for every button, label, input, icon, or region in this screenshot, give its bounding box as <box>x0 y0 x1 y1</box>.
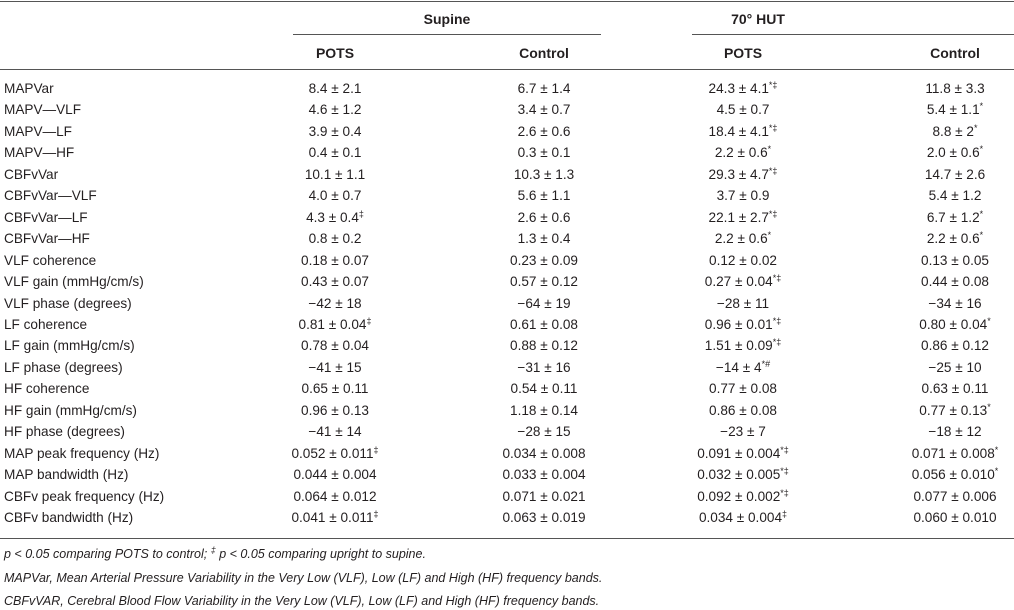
footnote-cbfvvar: CBFvVAR, Cerebral Blood Flow Variability in the Very Low (VLF), Low (LF) and High (HF) frequency bands. <box>4 594 600 608</box>
row-label: MAPV—VLF <box>4 102 82 118</box>
cell-significance-mark: *‡ <box>780 487 789 498</box>
table-row <box>0 422 1014 443</box>
cell-value: 0.032 ± 0.005 <box>697 467 781 483</box>
table-cell <box>293 467 376 482</box>
table-cell <box>301 403 369 418</box>
cell-value: −28 ± 15 <box>517 424 571 440</box>
cell-value: 0.4 ± 0.1 <box>308 145 362 161</box>
table-cell <box>301 253 369 268</box>
table-cell <box>709 403 777 418</box>
cell-value: 0.092 ± 0.002 <box>697 488 781 504</box>
cell-significance-mark: * <box>979 144 984 155</box>
table-cell <box>928 296 981 311</box>
cell-significance-mark: *‡ <box>768 122 778 133</box>
table-cell <box>308 360 361 375</box>
cell-value: 0.041 ± 0.011 <box>291 510 374 525</box>
table-cell <box>927 231 983 246</box>
row-label: MAPVar <box>4 81 54 96</box>
cell-value: 5.4 ± 1.1 <box>926 102 980 118</box>
row-label: MAP bandwidth (Hz) <box>4 467 129 483</box>
cell-significance-mark: *‡ <box>768 80 778 90</box>
cell-value: 0.8 ± 0.2 <box>308 231 362 247</box>
table-cell <box>309 81 362 96</box>
cell-value: 0.13 ± 0.05 <box>921 252 989 268</box>
row-label: CBFvVar—HF <box>4 231 90 247</box>
cell-value: 4.0 ± 0.7 <box>308 188 362 204</box>
cell-value: 0.071 ± 0.021 <box>502 488 586 504</box>
cell-value: 0.63 ± 0.11 <box>921 381 989 397</box>
cell-value: 5.4 ± 1.2 <box>928 188 982 204</box>
table-cell <box>510 403 578 418</box>
table-cell <box>299 317 372 332</box>
footnote-mapvar: MAPVar, Mean Arterial Pressure Variability in the Very Low (VLF), Low (LF) and High (HF) frequency bands. <box>4 571 603 585</box>
table-cell <box>517 424 570 439</box>
table-row <box>0 401 1014 422</box>
group-header-hut: 70° HUT <box>731 11 785 27</box>
table-cell <box>306 210 364 225</box>
table-cell <box>716 360 770 375</box>
cell-value: −42 ± 18 <box>308 295 362 311</box>
cell-value: −41 ± 14 <box>308 424 362 440</box>
cell-value: −28 ± 11 <box>716 295 770 311</box>
table-cell <box>301 338 369 353</box>
cell-significance-mark: *‡ <box>768 165 778 176</box>
cell-value: −34 ± 16 <box>928 295 982 311</box>
footnote-significance-part1: p < 0.05 comparing POTS to control; <box>4 547 211 561</box>
table-cell <box>518 124 571 139</box>
table-cell <box>502 446 585 461</box>
cell-significance-mark: * <box>987 401 991 412</box>
table-cell <box>518 210 571 225</box>
table-cell <box>308 296 361 311</box>
cell-value: 0.96 ± 0.01 <box>704 316 773 332</box>
cell-value: 0.44 ± 0.08 <box>921 274 989 290</box>
table-row <box>0 186 1014 207</box>
table-cell <box>709 381 777 396</box>
cell-value: 0.54 ± 0.11 <box>510 381 578 397</box>
cell-value: −41 ± 15 <box>308 359 362 375</box>
table-cell <box>697 446 789 461</box>
cell-value: 10.3 ± 1.3 <box>513 166 575 182</box>
cell-significance-mark: * <box>973 122 978 133</box>
group-header-supine: Supine <box>423 11 471 27</box>
cell-value: 2.2 ± 0.6 <box>714 145 768 161</box>
row-label: MAP peak frequency (Hz) <box>4 445 160 461</box>
cell-value: 10.1 ± 1.1 <box>304 166 366 182</box>
cell-value: 11.8 ± 3.3 <box>925 81 985 96</box>
cell-value: 3.4 ± 0.7 <box>517 102 571 118</box>
subheader-hut-pots: POTS <box>723 45 763 61</box>
table-cell <box>912 446 999 461</box>
cell-value: 0.077 ± 0.006 <box>913 488 997 504</box>
cell-value: −23 ± 7 <box>720 424 766 440</box>
row-label: VLF phase (degrees) <box>4 295 132 311</box>
cell-value: 29.3 ± 4.7 <box>708 166 769 182</box>
table-cell <box>697 467 789 482</box>
table-cell <box>927 210 983 225</box>
cell-value: −18 ± 12 <box>928 424 982 440</box>
table-row <box>0 272 1014 293</box>
table-cell <box>919 403 990 418</box>
cell-value: 2.6 ± 0.6 <box>517 123 571 139</box>
cell-value: 0.77 ± 0.13 <box>919 402 988 418</box>
table-cell <box>514 167 574 182</box>
cell-significance-mark: *‡ <box>772 337 782 348</box>
cell-significance-mark: *‡ <box>772 273 782 284</box>
table-cell <box>925 81 984 96</box>
table-cell <box>715 231 771 246</box>
cell-value: 18.4 ± 4.1 <box>708 123 769 139</box>
table-cell <box>709 124 778 139</box>
cell-value: 0.65 ± 0.11 <box>301 381 369 397</box>
table-cell <box>518 81 571 96</box>
cell-value: 6.7 ± 1.2 <box>926 209 980 225</box>
cell-value: 2.2 ± 0.6 <box>714 231 768 247</box>
table-cell <box>717 102 770 117</box>
cell-value: 3.9 ± 0.4 <box>308 123 362 139</box>
table-cell <box>912 467 999 482</box>
table-cell <box>913 510 996 525</box>
cell-value: 0.063 ± 0.019 <box>502 510 586 525</box>
cell-value: 0.033 ± 0.004 <box>502 467 586 483</box>
cell-significance-mark: * <box>994 466 999 477</box>
subheader-supine-pots: POTS <box>315 45 355 61</box>
table-cell <box>511 381 578 396</box>
table-row <box>0 143 1014 164</box>
row-label: VLF coherence <box>4 252 97 268</box>
table-cell <box>291 510 378 525</box>
row-label: MAPV—HF <box>4 145 75 161</box>
cell-value: 0.12 ± 0.02 <box>709 252 777 268</box>
table-cell <box>518 102 571 117</box>
cell-significance-mark: * <box>979 230 984 241</box>
row-label: CBFvVar <box>4 166 59 182</box>
table-cell <box>502 489 585 504</box>
cell-value: 0.064 ± 0.012 <box>293 488 377 504</box>
cell-value: 0.78 ± 0.04 <box>301 338 369 354</box>
cell-value: 0.044 ± 0.004 <box>293 467 377 483</box>
cell-significance-mark: * <box>987 315 991 326</box>
table-cell <box>919 317 990 332</box>
table-row <box>0 122 1014 143</box>
table-cell <box>309 102 362 117</box>
cell-value: 4.5 ± 0.7 <box>716 102 770 118</box>
table-cell <box>291 446 378 461</box>
table-cell <box>302 381 369 396</box>
row-label: HF coherence <box>4 381 90 397</box>
supine-group-rule <box>293 34 601 35</box>
footnote-significance <box>4 547 426 561</box>
table-cell <box>517 296 570 311</box>
table-row <box>0 294 1014 315</box>
cell-value: 2.6 ± 0.6 <box>517 209 571 225</box>
table-row <box>0 251 1014 272</box>
cell-value: 0.18 ± 0.07 <box>301 252 369 268</box>
cell-significance-mark: *‡ <box>780 466 789 477</box>
table-cell <box>933 124 978 139</box>
table-cell <box>709 81 778 96</box>
cell-value: 0.23 ± 0.09 <box>510 252 578 268</box>
table-row <box>0 444 1014 465</box>
table-row <box>0 487 1014 508</box>
subheader-supine-control: Control <box>519 45 569 61</box>
cell-value: 0.034 ± 0.008 <box>502 445 586 461</box>
cell-value: 0.57 ± 0.12 <box>510 274 578 290</box>
table-cell <box>717 188 770 203</box>
row-label: CBFvVar—VLF <box>4 188 97 204</box>
cell-value: 0.071 ± 0.008 <box>911 445 995 461</box>
cell-value: 2.0 ± 0.6 <box>926 145 980 161</box>
table-row <box>0 465 1014 486</box>
table-row <box>0 100 1014 121</box>
cell-significance-mark: * <box>994 444 999 455</box>
table-cell <box>518 231 571 246</box>
table-cell <box>705 274 781 289</box>
cell-value: 4.3 ± 0.4 <box>306 209 359 225</box>
table-cell <box>518 145 571 160</box>
table-row <box>0 165 1014 186</box>
cell-value: 4.6 ± 1.2 <box>308 102 362 118</box>
table-cell <box>309 145 362 160</box>
hut-group-rule <box>692 34 1014 35</box>
table-cell <box>510 338 578 353</box>
cell-significance-mark: *‡ <box>768 208 778 219</box>
cell-significance-mark: *‡ <box>780 444 789 455</box>
table-cell <box>928 360 981 375</box>
table-cell <box>293 489 376 504</box>
table-cell <box>705 338 781 353</box>
cell-value: −25 ± 10 <box>928 359 982 375</box>
table-cell <box>309 231 362 246</box>
cell-significance-mark: ‡ <box>366 315 372 326</box>
table-cell <box>709 167 778 182</box>
cell-value: 2.2 ± 0.6 <box>926 231 980 247</box>
table-cell <box>922 381 989 396</box>
table-cell <box>709 253 777 268</box>
table-row <box>0 379 1014 400</box>
footnote-significance-part2: p < 0.05 comparing upright to supine. <box>215 547 426 561</box>
cell-value: 0.61 ± 0.08 <box>510 316 578 332</box>
cell-value: 0.43 ± 0.07 <box>301 274 369 290</box>
row-label: LF gain (mmHg/cm/s) <box>4 338 135 354</box>
row-label: CBFvVar—LF <box>4 209 88 225</box>
table-cell <box>927 102 983 117</box>
table-cell <box>717 296 769 311</box>
table-row <box>0 208 1014 229</box>
cell-value: −64 ± 19 <box>517 295 571 311</box>
cell-value: 0.86 ± 0.12 <box>921 338 989 354</box>
table-cell <box>518 188 571 203</box>
row-label: LF phase (degrees) <box>4 359 123 375</box>
cell-value: 0.77 ± 0.08 <box>709 381 777 397</box>
row-label: CBFv peak frequency (Hz) <box>4 488 165 504</box>
cell-value: 0.88 ± 0.12 <box>510 338 578 354</box>
table-row <box>0 358 1014 379</box>
cell-significance-mark: *‡ <box>772 315 782 326</box>
cell-value: 0.86 ± 0.08 <box>709 402 777 418</box>
table-row <box>0 336 1014 357</box>
cell-value: 5.6 ± 1.1 <box>517 188 571 204</box>
row-label: VLF gain (mmHg/cm/s) <box>4 274 144 290</box>
table-cell <box>927 145 983 160</box>
cell-significance-mark: ‡ <box>358 208 364 219</box>
row-label: HF phase (degrees) <box>4 424 125 440</box>
cell-value: 1.18 ± 0.14 <box>510 402 578 418</box>
cell-value: 0.056 ± 0.010 <box>911 467 995 483</box>
table-cell <box>709 210 778 225</box>
cell-value: 0.80 ± 0.04 <box>919 316 988 332</box>
cell-value: 0.96 ± 0.13 <box>301 402 369 418</box>
subheader-hut-control: Control <box>930 45 980 61</box>
cell-significance-mark: ‡ <box>373 509 379 519</box>
cell-value: 0.27 ± 0.04 <box>704 274 773 290</box>
table-cell <box>305 167 365 182</box>
cell-value: 0.060 ± 0.010 <box>913 510 997 525</box>
cell-value: 0.3 ± 0.1 <box>517 145 571 161</box>
cell-value: −14 ± 4 <box>715 359 762 375</box>
row-label: CBFv bandwidth (Hz) <box>4 510 134 525</box>
table-cell <box>301 274 369 289</box>
cell-value: 3.7 ± 0.9 <box>716 188 770 204</box>
cell-value: 1.3 ± 0.4 <box>517 231 571 247</box>
cell-significance-mark: *# <box>761 358 771 369</box>
cell-value: 0.052 ± 0.011 <box>291 445 374 461</box>
cell-value: 8.8 ± 2 <box>932 123 974 139</box>
table-cell <box>510 274 578 289</box>
table-cell <box>913 489 996 504</box>
table-row <box>0 79 1014 100</box>
table-cell <box>715 145 771 160</box>
table-cell <box>921 274 989 289</box>
cell-value: 8.4 ± 2.1 <box>308 81 362 96</box>
table-cell <box>705 317 781 332</box>
table-cell <box>720 424 766 439</box>
table-cell <box>921 338 989 353</box>
table-cell <box>928 424 981 439</box>
cell-significance-mark: * <box>767 144 772 155</box>
table-cell <box>699 510 787 525</box>
cell-significance-mark: ‡ <box>373 444 379 455</box>
cell-value: −31 ± 16 <box>517 359 571 375</box>
top-rule <box>0 1 1014 2</box>
table-cell <box>502 467 585 482</box>
row-label: LF coherence <box>4 316 88 332</box>
table-row <box>0 229 1014 250</box>
cell-value: 0.81 ± 0.04 <box>298 316 367 332</box>
table-row <box>0 315 1014 336</box>
cell-value: 0.034 ± 0.004 <box>698 510 783 525</box>
cell-value: 6.7 ± 1.4 <box>517 81 571 96</box>
table-cell <box>929 188 982 203</box>
footnote-dagger: ‡ <box>210 545 216 555</box>
header-bottom-rule <box>0 69 1014 70</box>
cell-value: 14.7 ± 2.6 <box>924 166 986 182</box>
table-cell <box>510 253 578 268</box>
cell-value: 22.1 ± 2.7 <box>708 209 769 225</box>
cell-value: 0.091 ± 0.004 <box>697 445 781 461</box>
table-cell <box>517 360 570 375</box>
cell-value: 1.51 ± 0.09 <box>704 338 773 354</box>
cell-significance-mark: * <box>979 101 984 112</box>
table-bottom-rule <box>0 538 1014 539</box>
cell-significance-mark: ‡ <box>782 509 788 519</box>
cell-significance-mark: * <box>979 208 984 219</box>
row-label: HF gain (mmHg/cm/s) <box>4 402 137 418</box>
table-row <box>0 508 1014 529</box>
table-cell <box>502 510 585 525</box>
cell-significance-mark: * <box>767 230 772 241</box>
row-label: MAPV—LF <box>4 123 72 139</box>
table-cell <box>921 253 989 268</box>
table-cell <box>510 317 578 332</box>
table-cell <box>308 424 361 439</box>
table-cell <box>925 167 985 182</box>
cell-value: 24.3 ± 4.1 <box>708 81 769 96</box>
table-cell <box>309 124 362 139</box>
table-cell <box>697 489 789 504</box>
table-cell <box>309 188 362 203</box>
